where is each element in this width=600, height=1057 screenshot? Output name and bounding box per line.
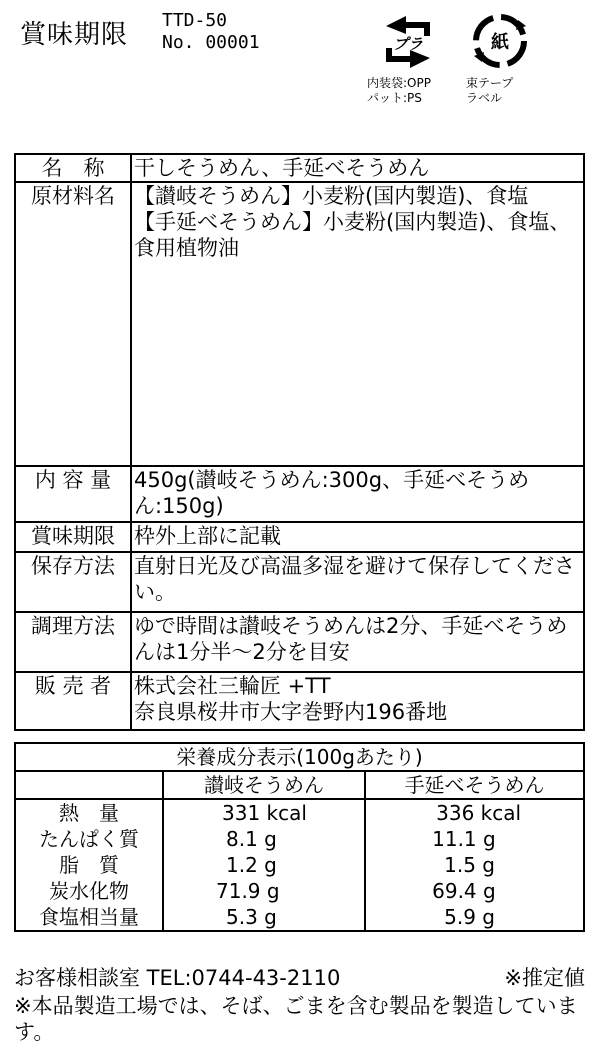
product-code-block (162, 10, 260, 54)
label-value: 450g(讃岐そうめん:300g、手延べそうめん:150g) (131, 466, 584, 522)
nutrition-row (15, 826, 584, 852)
label-key: 名 称 (15, 154, 131, 182)
label-key: 原材料名 (15, 182, 131, 466)
label-row-contents (15, 466, 584, 522)
label-value: 直射日光及び高温多湿を避けて保存してください。 (131, 552, 584, 612)
allergy-note: ※本品製造工場では、そば、ごまを含む製品を製造しています。 (14, 994, 578, 1044)
label-key: 調理方法 (15, 612, 131, 672)
label-row-cooking (15, 612, 584, 672)
label-row-expiry (15, 522, 584, 552)
nutrition-row-name: 炭水化物 (15, 878, 163, 904)
customer-contact (14, 962, 589, 992)
nutrition-col-tenobe: 手延べそうめん (365, 771, 584, 799)
estimate-note: ※推定値 (504, 966, 585, 990)
product-label-table (14, 153, 585, 731)
label-value: ゆで時間は讃岐そうめんは2分、手延べそうめんは1分半～2分を目安 (131, 612, 584, 672)
plastic-recycle-icon (376, 12, 440, 72)
plastic-mark-text: プラ (392, 35, 424, 53)
nutrition-row-name: たんぱく質 (15, 826, 163, 852)
nutrition-value-sanuki: 5.3 g (163, 904, 365, 931)
nutrition-row (15, 878, 584, 904)
nutrition-row-name: 食塩相当量 (15, 904, 163, 931)
lot-number: No. 00001 (162, 32, 260, 53)
label-key: 販 売 者 (15, 672, 131, 730)
label-row-name (15, 154, 584, 182)
expiry-header-title: 賞味期限 (20, 20, 129, 50)
nutrition-value-tenobe: 1.5 g (365, 852, 584, 878)
nutrition-value-tenobe: 69.4 g (365, 878, 584, 904)
product-code: TTD-50 (162, 10, 228, 31)
contact-phone: お客様相談室 TEL:0744-43-2110 (14, 966, 341, 990)
nutrition-row (15, 904, 584, 931)
label-value: 枠外上部に記載 (131, 522, 584, 552)
nutrition-row-name: 熱 量 (15, 799, 163, 826)
label-row-ingredients (15, 182, 584, 466)
label-row-seller (15, 672, 584, 730)
label-row-storage (15, 552, 584, 612)
nutrition-value-tenobe: 336 kcal (365, 799, 584, 826)
label-key: 保存方法 (15, 552, 131, 612)
label-key: 内 容 量 (15, 466, 131, 522)
paper-caption: 束テープ ラベル (466, 76, 514, 105)
nutrition-row-name: 脂 質 (15, 852, 163, 878)
nutrition-value-sanuki: 331 kcal (163, 799, 365, 826)
nutrition-value-sanuki: 8.1 g (163, 826, 365, 852)
nutrition-value-sanuki: 1.2 g (163, 852, 365, 878)
label-key: 賞味期限 (15, 522, 131, 552)
paper-recycle-icon (468, 10, 532, 72)
label-value: 【讃岐そうめん】小麦粉(国内製造)、食塩 【手延べそうめん】小麦粉(国内製造)、食塩、食用植物油 (131, 182, 584, 466)
nutrition-row (15, 852, 584, 878)
nutrition-value-tenobe: 5.9 g (365, 904, 584, 931)
label-value: 株式会社三輪匠 +TT 奈良県桜井市大字巻野内196番地 (131, 672, 584, 730)
nutrition-value-tenobe: 11.1 g (365, 826, 584, 852)
nutrition-title: 栄養成分表示(100gあたり) (15, 743, 584, 771)
nutrition-corner (15, 771, 163, 799)
label-value: 干しそうめん、手延べそうめん (131, 154, 584, 182)
paper-mark-text: 紙 (491, 32, 509, 53)
nutrition-row (15, 799, 584, 826)
plastic-caption: 内装袋:OPP パット:PS (367, 76, 431, 105)
nutrition-table (14, 742, 585, 932)
nutrition-col-sanuki: 讃岐そうめん (163, 771, 365, 799)
nutrition-value-sanuki: 71.9 g (163, 878, 365, 904)
